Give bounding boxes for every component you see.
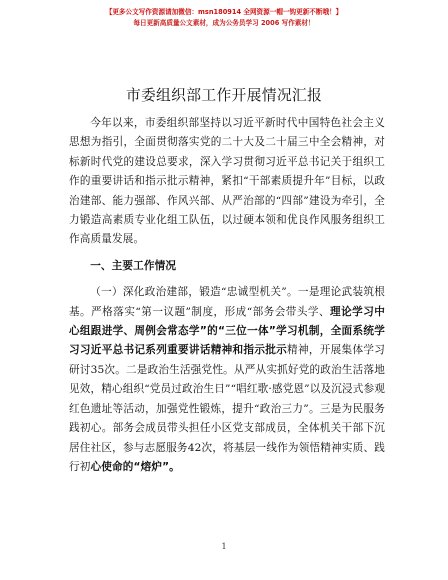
promo-banner: [0, 7, 448, 29]
document-title: 市委组织部工作开展情况汇报: [125, 87, 323, 104]
promo-line-2: 每日更新高质量公文素材，成为公务员学习 2006 写作素材！: [133, 19, 315, 27]
section-heading: 一、主要工作情况: [90, 259, 177, 272]
paragraph-text-start: （一）深化政治建部，锻造“忠诚型机关”。一是理论武装筑根基。严格落实“第一议题”制度，形成“部务会带头学、: [69, 286, 385, 318]
paragraph-text-middle: 精神，开展集体学习研讨35次。二是政治生活强党性。从严从实抓好党的政治生活落地见效，精心组织“党员过政治生日”“唱红歌·感党恩”以及沉浸式参观红色遗址等活动，加强党性锻炼，提升“政治三力”。三是为民服务践初心。部务会成员带头担任小区党支部成员，全体机关干部下沉居住社区，参与志愿服务42次，将基层一线作为领悟精神实质、践行初: [69, 344, 386, 473]
paragraph-bold-text: 理论学习中心组跟进学、周例会常态学”的“三位一体”学习机制，全面系统学习习近平总书记系列重要讲话精神和指示批示: [69, 305, 386, 357]
promo-line-1: 【更多公文写作资源请加微信：msn180914 全网资源一帽一钩更新不断哦！】: [105, 8, 343, 16]
paragraph-bold-ending: 心使命的“熔炉”。: [90, 460, 180, 473]
page-number: 1: [221, 542, 227, 551]
section-paragraph: [69, 283, 385, 477]
document-body: [69, 114, 385, 477]
intro-paragraph: 今年以来，市委组织部坚持以习近平新时代中国特色社会主义思想为指引，全面贯彻落实党的二十大及二十届三中全会精神，对标新时代党的建设总要求，深入学习贯彻习近平总书记关于组织工作的重要讲话和指示批示精神，紧扣“干部素质提升年”目标，以政治建部、能力强部、作风兴部、从严治部的“四部”建设为牵引，全力锻造高素质专业化组工队伍，以过硬本领和优良作风服务组织工作高质量发展。: [69, 117, 385, 246]
